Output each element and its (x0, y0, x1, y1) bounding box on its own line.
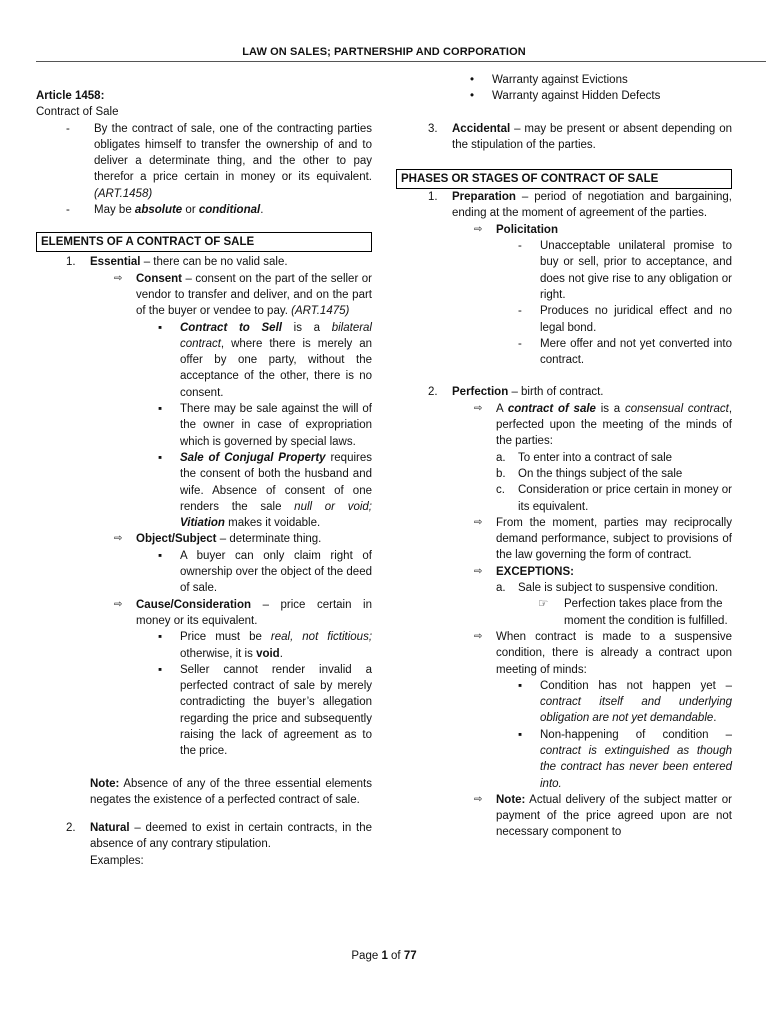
seller-item (158, 662, 372, 760)
exception-a-marker: a. (496, 582, 506, 595)
policitation-point-3 (518, 336, 732, 369)
square-bullet: ▪ (158, 321, 163, 334)
note-text (90, 776, 372, 809)
page-prefix: Page (351, 950, 382, 962)
dash-marker: - (66, 122, 70, 135)
expropriation-text: There may be sale against the will of the owner in case of expropriation which is governed by special laws. (180, 403, 372, 448)
hand-arrow-icon: ⇨ (474, 630, 483, 642)
header-rule (36, 61, 766, 62)
perfection-number: 2. (428, 386, 438, 399)
perfection-desc: – birth of contract. (508, 386, 604, 399)
cs-subitem-a (496, 450, 732, 466)
policitation-point-1-text: Unacceptable unilateral promise to buy or sell, prior to acceptance, and does not give rise to any obligation or right. (540, 240, 732, 301)
cs-label: contract of sale (507, 402, 596, 415)
condition-2-item (518, 727, 732, 792)
contract-to-sell-text (180, 320, 372, 401)
definition-ref: (ART.1458) (94, 187, 153, 200)
cs-desc: , perfected upon the meeting of the minds of the parties: (496, 402, 733, 448)
accidental-label: Accidental (452, 122, 511, 135)
page-total: 77 (403, 950, 417, 962)
hand-arrow-icon: ⇨ (114, 272, 123, 284)
preparation-desc: – period of negotiation and bargaining, ending at the moment of agreement of the parties. (452, 191, 732, 220)
condition-2-text (540, 727, 732, 792)
accidental-item (428, 121, 732, 154)
round-bullet: • (470, 74, 475, 86)
condition-1-text (540, 678, 732, 727)
cts-bilateral: bilateral contract (180, 321, 372, 350)
conjugal-vitiation: Vitiation (180, 517, 225, 530)
conjugal-item (158, 450, 372, 531)
price-void: void (256, 647, 280, 660)
cause-item (114, 597, 372, 630)
page-header: LAW ON SALES; PARTNERSHIP AND CORPORATION (242, 46, 526, 58)
square-bullet: ▪ (158, 549, 163, 562)
cause-label: Cause/Consideration (136, 598, 252, 611)
consent-item (114, 271, 372, 320)
natural-label: Natural (90, 822, 130, 835)
natural-number: 2. (66, 822, 76, 835)
object-item (114, 531, 372, 547)
cs-a: A (496, 402, 508, 415)
exception-a-item (496, 580, 732, 596)
when-contract-item (474, 629, 732, 678)
contract-of-sale-text (496, 401, 732, 450)
contract-to-sell-item (158, 320, 372, 401)
cause-text (136, 597, 372, 630)
cs-subitem-c-marker: c. (496, 484, 505, 497)
exception-a-sub-item (538, 596, 732, 629)
condition-2-prefix: Non-happening of condition – (540, 728, 732, 741)
hand-arrow-icon: ⇨ (474, 223, 483, 235)
policitation-point-1 (518, 238, 732, 303)
may-be-conditional: conditional (198, 204, 261, 217)
condition-1-item (518, 678, 732, 727)
essential-text (90, 254, 372, 270)
condition-1-prefix: Condition has not happen yet – (540, 679, 732, 692)
left-column (36, 88, 372, 869)
object-label: Object/Subject (136, 533, 217, 546)
warranty-item-1 (470, 72, 732, 88)
object-desc: – determinate thing. (216, 533, 322, 546)
price-prefix: Price must be (180, 631, 271, 644)
dash-marker: - (518, 305, 522, 318)
definition-text (94, 121, 372, 202)
delivery-note-desc: Actual delivery of the subject matter or payment of the price agreed upon are not necessary component to (496, 793, 732, 839)
perfection-label: Perfection (452, 386, 509, 399)
article-title: Article 1458: (36, 90, 105, 102)
conjugal-desc: requires the consent of both the husband and wife. Absence of consent of one renders the sale (180, 451, 373, 513)
cts-desc: , where there is merely an offer by one party, without the acceptance of the other, there is no consent. (180, 337, 372, 399)
contract-of-sale-item (474, 401, 732, 450)
natural-desc: – deemed to exist in certain contracts, in the absence of any contrary stipulation. (90, 822, 372, 851)
price-real: real, not fictitious; (270, 631, 373, 644)
price-mid: otherwise, it is (180, 647, 257, 660)
definition-body: By the contract of sale, one of the contracting parties obligates himself to transfer the ownership of and to deliver a determinate thing, and the other to pay therefor a price certain in money or its equivalent. (94, 122, 372, 184)
cts-is: is a (281, 321, 332, 334)
exception-a-text: Sale is subject to suspensive condition. (518, 582, 719, 595)
policitation-point-3-text: Mere offer and not yet converted into contract. (540, 337, 732, 367)
dash-marker: - (66, 204, 70, 217)
condition-2-italic: contract is extinguished as though the contract has never been entered into. (540, 744, 732, 790)
perfection-item (428, 384, 732, 400)
page-of: of (387, 950, 404, 962)
exceptions-item (474, 564, 732, 580)
expropriation-item (158, 401, 372, 450)
page-number: 1 (381, 950, 388, 962)
square-bullet: ▪ (158, 663, 163, 676)
essential-label: Essential (90, 256, 141, 269)
consent-ref: (ART.1475) (291, 305, 350, 318)
conjugal-label: Sale of Conjugal Property (180, 451, 326, 464)
preparation-label: Preparation (452, 191, 516, 204)
warranty-1-text: Warranty against Evictions (492, 74, 628, 86)
warranty-item-2 (470, 88, 732, 104)
note-desc: Absence of any of the three essential elements negates the existence of a perfected contract of sale. (90, 777, 372, 806)
square-bullet: ▪ (158, 451, 163, 464)
delivery-note-item (474, 792, 732, 841)
elements-heading: ELEMENTS OF A CONTRACT OF SALE (36, 232, 372, 252)
warranty-2-text: Warranty against Hidden Defects (492, 90, 661, 103)
object-bullet-text: A buyer can only claim right of ownership over the object of the deed of sale. (180, 549, 372, 595)
definition-item (66, 121, 372, 202)
consent-label: Consent (136, 272, 182, 285)
natural-item (66, 820, 372, 869)
cs-is: is a (595, 402, 625, 415)
conjugal-text (180, 450, 372, 531)
accidental-desc: – may be present or absent depending on the stipulation of the parties. (452, 122, 732, 151)
dash-marker: - (518, 337, 522, 350)
policitation-item (474, 222, 732, 238)
cs-subitem-b-text: On the things subject of the sale (518, 467, 683, 480)
consent-desc: – consent on the part of the seller or vendor to transfer and deliver, and on the part of the buyer or vendee to pay. (136, 272, 372, 318)
seller-text: Seller cannot render invalid a perfected contract of sale by merely contradicting the buyer’s allegation regarding the price and subsequently raising the lack of agreement as to the price. (180, 663, 372, 758)
condition-1-italic: contract itself and underlying obligation are not yet demandable (540, 696, 732, 725)
phases-heading: PHASES OR STAGES OF CONTRACT OF SALE (396, 169, 732, 189)
price-item (158, 629, 372, 662)
cs-subitem-c-text: Consideration or price certain in money or its equivalent. (518, 484, 732, 513)
hand-arrow-icon: ⇨ (114, 533, 123, 545)
when-contract-text: When contract is made to a suspensive condition, there is already a contract upon meeting of minds: (496, 630, 732, 676)
preparation-text (452, 189, 732, 222)
square-bullet: ▪ (158, 631, 163, 644)
hand-arrow-icon: ⇨ (114, 598, 123, 610)
square-bullet: ▪ (158, 403, 163, 416)
cs-subitem-a-text: To enter into a contract of sale (518, 451, 673, 464)
pointing-hand-icon: ☞ (538, 598, 549, 611)
may-be-item (66, 202, 372, 218)
page-footer (0, 950, 768, 962)
square-bullet: ▪ (518, 679, 523, 692)
exception-a-sub-text: Perfection takes place from the moment the condition is fulfilled. (564, 598, 728, 627)
price-end: . (279, 647, 283, 660)
article-subtitle: Contract of Sale (36, 106, 119, 119)
from-moment-text: From the moment, parties may reciprocally demand performance, subject to provisions of the law governing the form of contract. (496, 516, 732, 562)
hand-arrow-icon: ⇨ (474, 565, 483, 577)
preparation-item (428, 189, 732, 222)
preparation-number: 1. (428, 191, 438, 204)
cs-subitem-b-marker: b. (496, 467, 506, 480)
dash-marker: - (518, 240, 522, 253)
may-be-text (94, 202, 372, 218)
accidental-text (452, 121, 732, 154)
condition-1-end: . (713, 712, 717, 725)
cs-subitem-b (496, 466, 732, 482)
natural-body (90, 820, 372, 869)
delivery-note-text (496, 792, 732, 841)
object-bullet-item (158, 548, 372, 597)
price-text (180, 629, 372, 662)
conjugal-null: null or void; (294, 500, 372, 513)
right-column (396, 72, 732, 841)
round-bullet: • (470, 90, 475, 103)
may-be-or: or (185, 204, 196, 217)
may-be-prefix: May be (94, 204, 132, 217)
essential-item (66, 254, 372, 270)
policitation-point-2 (518, 303, 732, 336)
natural-text (90, 820, 372, 853)
may-be-absolute: absolute (134, 204, 183, 217)
cause-desc: – price certain in money or its equivalent. (136, 598, 372, 627)
may-be-end: . (260, 204, 264, 217)
delivery-note-label: Note: (496, 793, 526, 806)
cs-subitem-a-marker: a. (496, 451, 506, 464)
policitation-label: Policitation (496, 223, 558, 236)
essential-desc: – there can be no valid sale. (140, 256, 288, 269)
examples-label: Examples: (90, 854, 144, 867)
policitation-point-2-text: Produces no juridical effect and no legal bond. (540, 305, 732, 334)
object-text (136, 531, 372, 547)
cs-consensual: consensual contract (624, 402, 729, 415)
consent-text (136, 271, 372, 320)
cts-label: Contract to Sell (180, 321, 282, 334)
note-label: Note: (90, 777, 120, 790)
essential-number: 1. (66, 256, 76, 269)
hand-arrow-icon: ⇨ (474, 793, 483, 805)
accidental-number: 3. (428, 122, 438, 135)
hand-arrow-icon: ⇨ (474, 516, 483, 528)
perfection-text (452, 384, 732, 400)
exceptions-label: EXCEPTIONS: (496, 565, 574, 578)
conjugal-end: makes it voidable. (224, 517, 321, 530)
from-moment-item (474, 515, 732, 564)
hand-arrow-icon: ⇨ (474, 402, 483, 414)
square-bullet: ▪ (518, 728, 523, 741)
cs-subitem-c (496, 482, 732, 515)
